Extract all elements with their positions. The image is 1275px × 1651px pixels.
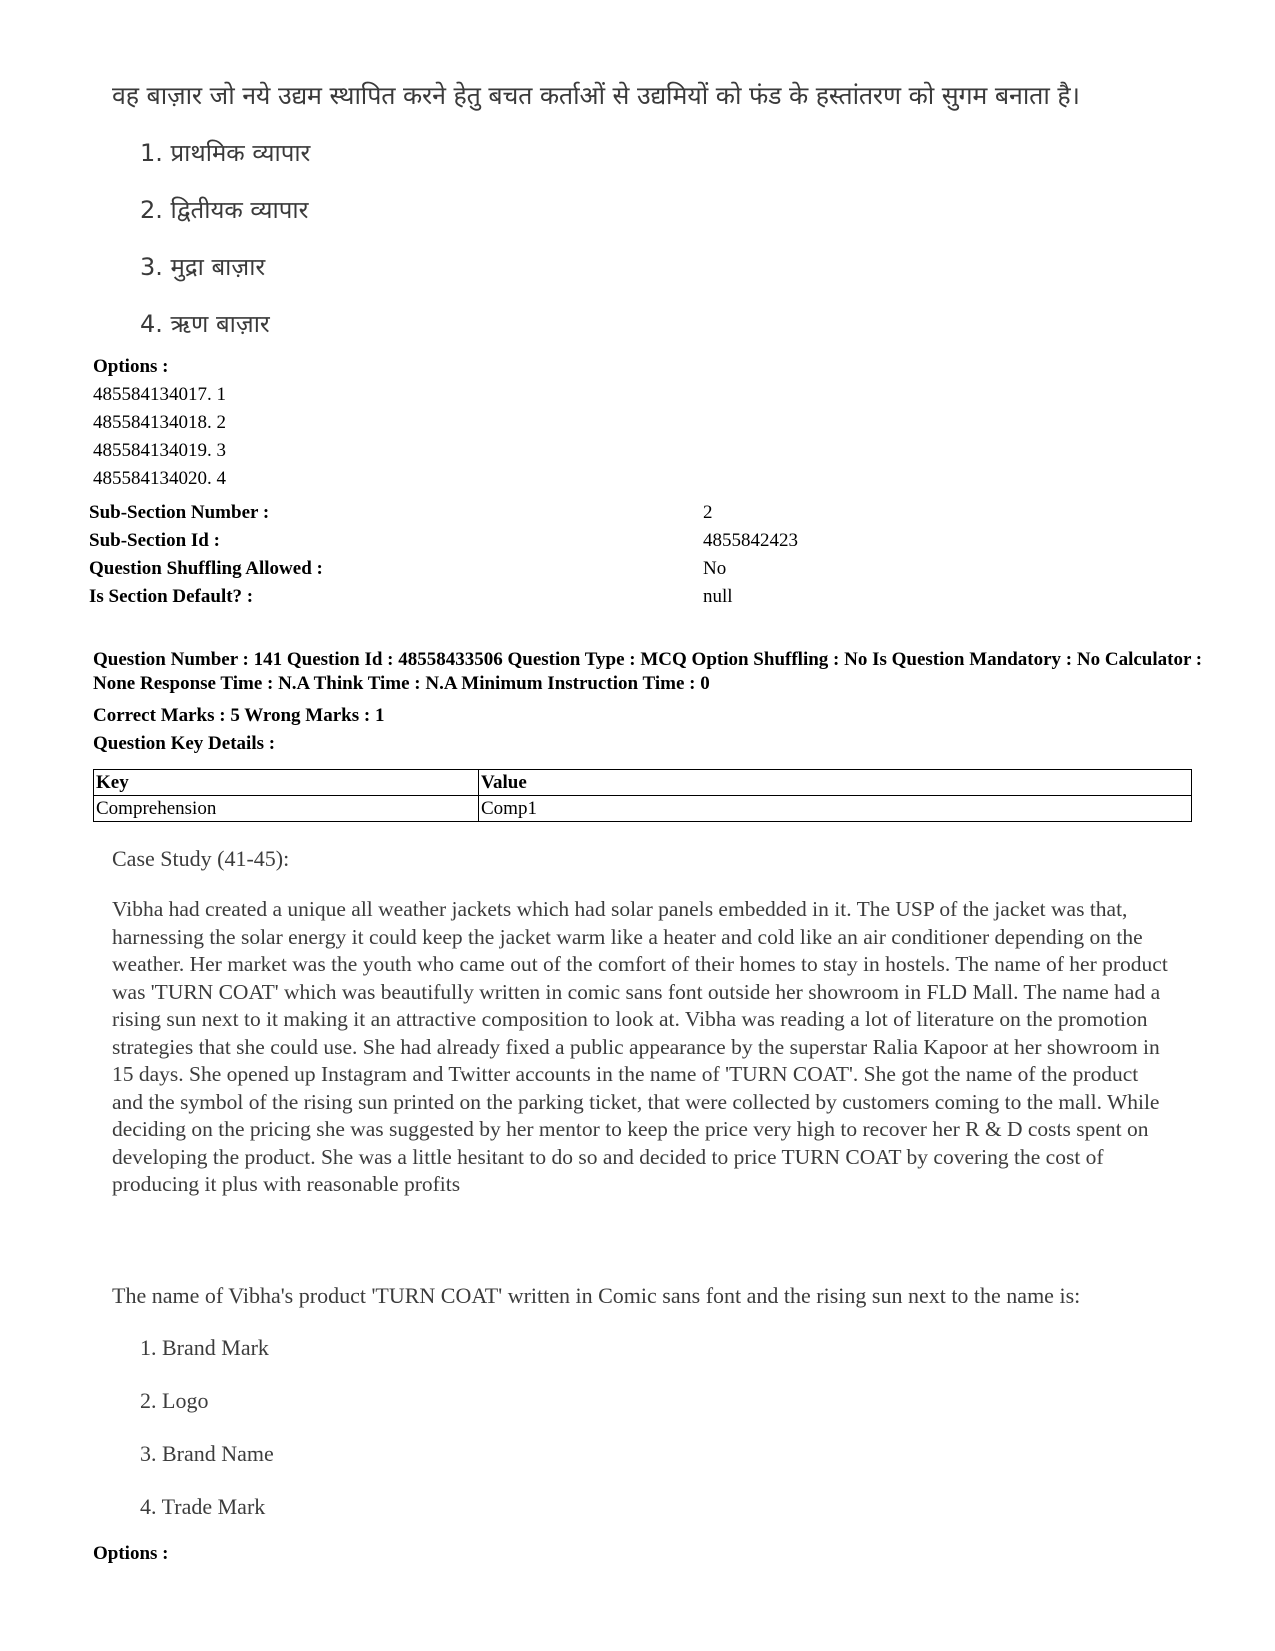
table-header-key: Key xyxy=(94,770,479,796)
option-id-line: 485584134019. 3 xyxy=(93,440,226,461)
question-meta-line: Question Number : 141 Question Id : 48558433506 Question Type : MCQ Option Shuffling : No Is Question Mandatory : No Calculator : None Response Time : N.A Think Time : N.A Minimum Instruction Time : 0 xyxy=(93,649,1203,694)
option-id-line: 485584134017. 1 xyxy=(93,384,226,405)
option-id-line: 485584134018. 2 xyxy=(93,412,226,433)
subsection-id-value: 4855842423 xyxy=(703,530,798,551)
question-shuffling-label: Question Shuffling Allowed : xyxy=(89,558,323,579)
english-option-2: 2. Logo xyxy=(140,1388,209,1413)
section-default-value: null xyxy=(703,586,733,607)
english-question-text: The name of Vibha's product 'TURN COAT' written in Comic sans font and the rising sun next to the name is: xyxy=(112,1283,1081,1308)
hindi-option-1: 1. प्राथमिक व्यापार xyxy=(140,139,311,167)
marks-line: Correct Marks : 5 Wrong Marks : 1 xyxy=(93,705,385,726)
table-cell-value: Comp1 xyxy=(479,796,1192,822)
table-row xyxy=(94,796,1192,822)
hindi-option-4: 4. ऋण बाज़ार xyxy=(140,310,270,338)
subsection-number-value: 2 xyxy=(703,502,713,523)
hindi-option-3: 3. मुद्रा बाज़ार xyxy=(140,253,266,281)
options-heading-bottom: Options : xyxy=(93,1543,169,1564)
table-cell-key: Comprehension xyxy=(94,796,479,822)
hindi-question-text: वह बाज़ार जो नये उद्यम स्थापित करने हेतु बचत कर्ताओं से उद्यमियों को फंड के हस्तांतरण को सुगम बनाता है। xyxy=(112,81,1080,110)
option-id-line: 485584134020. 4 xyxy=(93,468,226,489)
question-key-table xyxy=(93,769,1192,822)
key-details-label: Question Key Details : xyxy=(93,733,276,754)
case-study-title: Case Study (41-45): xyxy=(112,846,290,871)
section-default-label: Is Section Default? : xyxy=(89,586,254,607)
hindi-option-2: 2. द्वितीयक व्यापार xyxy=(140,196,309,224)
case-study-passage: Vibha had created a unique all weather jackets which had solar panels embedded in it. The USP of the jacket was that, harnessing the solar energy it could keep the jacket warm like a heater and cold like an air conditioner depending on the weather. Her market was the youth who came out of the comfort of their homes to stay in hostels. The name of her product was 'TURN COAT' which was beautifully written in comic sans font outside her showroom in FLD Mall. The name had a rising sun next to it making it an attractive composition to look at. Vibha was reading a lot of literature on the promotion strategies that she could use. She had already fixed a public appearance by the superstar Ralia Kapoor at her showroom in 15 days. She opened up Instagram and Twitter accounts in the name of 'TURN COAT'. She got the name of the product and the symbol of the rising sun printed on the parking ticket, that were collected by customers coming to the mall. While deciding on the pricing she was suggested by her mentor to keep the price very high to recover her R & D costs spent on developing the product. She was a little hesitant to do so and decided to price TURN COAT by covering the cost of producing it plus with reasonable profits xyxy=(112,897,1168,1196)
table-header-row xyxy=(94,770,1192,796)
english-option-4: 4. Trade Mark xyxy=(140,1494,266,1519)
options-heading: Options : xyxy=(93,356,169,377)
subsection-number-label: Sub-Section Number : xyxy=(89,502,270,523)
question-shuffling-value: No xyxy=(703,558,727,579)
english-option-1: 1. Brand Mark xyxy=(140,1335,269,1360)
subsection-id-label: Sub-Section Id : xyxy=(89,530,220,551)
table-header-value: Value xyxy=(479,770,1192,796)
english-option-3: 3. Brand Name xyxy=(140,1441,274,1466)
